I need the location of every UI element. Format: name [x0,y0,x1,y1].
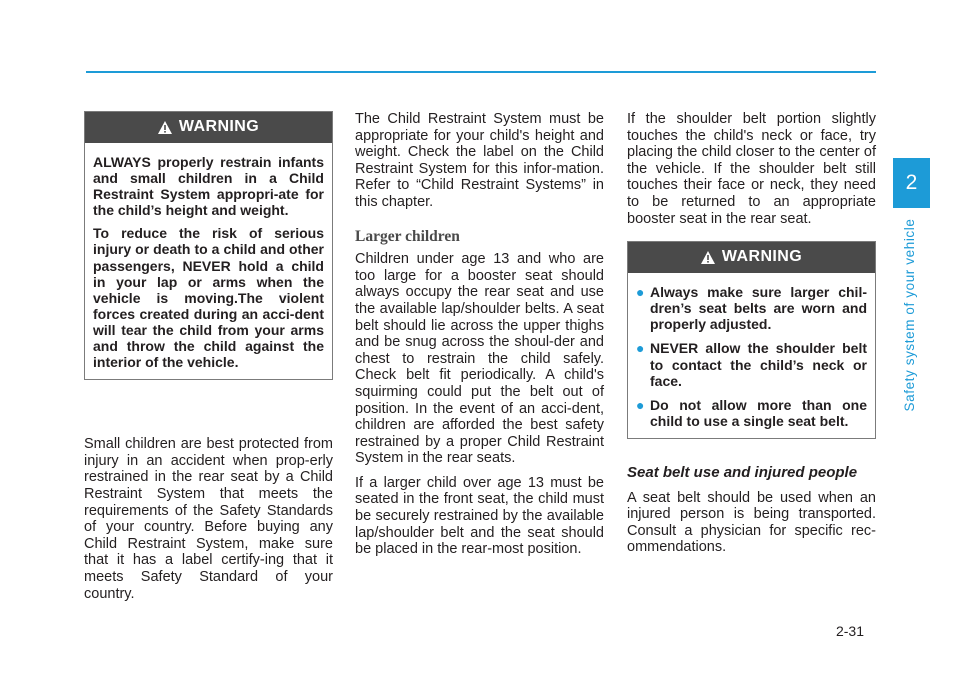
warning-list-item: ● Always make sure larger chil-dren’s seat belts are worn and properly adjusted. [636,284,867,333]
column-right [627,111,876,564]
warning-box [627,241,876,439]
body-paragraph: If the shoulder belt portion slightly touches the child's neck or face, try placing the child closer to the center of the vehicle. If the shoulder belt still touches their face or neck, they need to be returned to an appropriate booster seat in the rear seat. [627,111,876,227]
body-paragraph: The Child Restraint System must be appropriate for your child's height and weight. Check the label on the Child Restraint System for this infor-mation. Refer to “Child Restraint Systems” in this chapter. [355,111,604,210]
header-rule [86,71,876,73]
column-middle [355,111,604,566]
warning-paragraph: ALWAYS properly restrain infants and small children in a Child Restraint System appropri-ate for the child’s height and weight. [93,154,324,219]
bullet-icon: ● [636,396,645,413]
bullet-icon: ● [636,340,645,357]
warning-header [628,242,875,273]
warning-paragraph: To reduce the risk of serious injury or death to a child and other passengers, NEVER hold a child in your lap or arms when the vehicle is moving.The violent forces created during an acci-dent will tear the child from your arms and throw the child against the interior of the vehicle. [93,225,324,371]
warning-list-item: ● NEVER allow the shoulder belt to contact the child’s neck or face. [636,340,867,389]
warning-body [85,143,332,379]
warning-box [84,111,333,380]
section-heading: Seat belt use and injured people [627,463,858,481]
warning-list [636,284,867,429]
column-left [84,111,333,610]
chapter-title: Safety system of your vehicle [902,218,917,412]
warning-body [628,273,875,438]
warning-triangle-icon [158,121,172,134]
warning-header [85,112,332,143]
body-paragraph: Children under age 13 and who are too large for a booster seat should always occupy the rear seat and use the available lap/shoulder belts. A seat belt should lie across the upper thighs and be snug across the shoul-der and chest to restrain the child safely. Check belt fit periodically. A child's squirming could put the belt out of position. In the event of an acci-dent, children are afforded the best safety restrained by a proper Child Restraint System in the rear seats. [355,251,604,467]
body-paragraph: If a larger child over age 13 must be seated in the front seat, the child must be securely restrained by the available lap/shoulder belt and the seat should be placed in the rear-most position. [355,474,604,558]
body-paragraph: Small children are best protected from injury in an accident when prop-erly restrained in the rear seat by a Child Restraint System that meets the requirements of the Safety Standards of your country. Before buying any Child Restraint System, make sure that it has a label certify-ing that it meets Safety Standard of your country. [84,436,333,602]
chapter-number-tab: 2 [893,158,930,208]
warning-triangle-icon [701,251,715,264]
warning-list-item: ● Do not allow more than one child to use a single seat belt. [636,396,867,429]
section-heading: Larger children [355,227,460,245]
page-number: 2-31 [835,623,864,639]
warning-title: WARNING [721,248,803,266]
warning-title: WARNING [178,118,260,136]
bullet-icon: ● [636,284,645,301]
body-paragraph: A seat belt should be used when an injured person is being transported. Consult a physician for specific rec-ommendations. [627,489,876,556]
